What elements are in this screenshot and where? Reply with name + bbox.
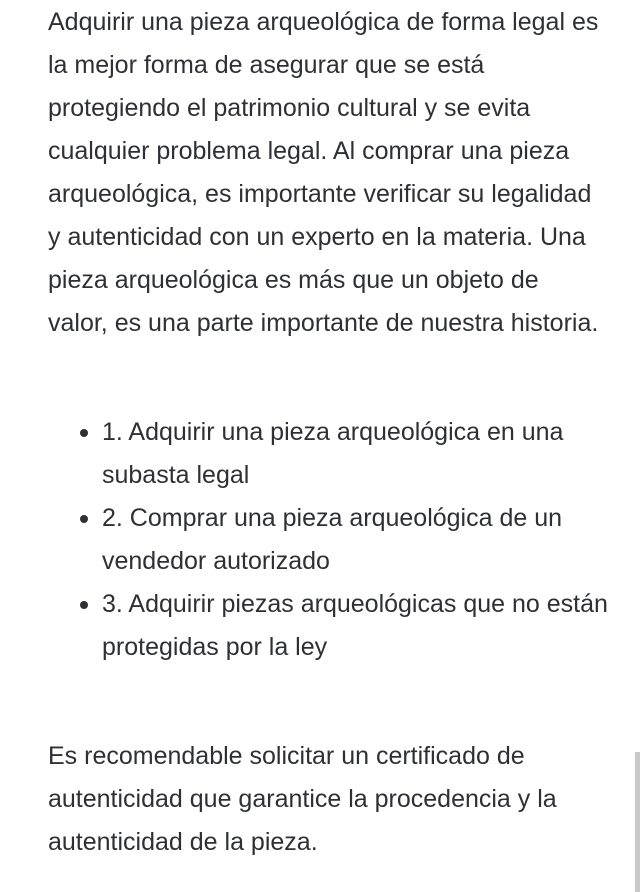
list-item <box>80 583 610 669</box>
closing-paragraph: Es recomendable solicitar un certificado de autenticidad que garantice la procedencia y la autenticidad de la pieza. <box>48 742 557 856</box>
bullet-icon <box>80 515 88 523</box>
bullet-icon <box>80 601 88 609</box>
list-item-text: 2. Comprar una pieza arqueológica de un vendedor autorizado <box>102 504 563 575</box>
list-item-text: 3. Adquirir piezas arqueológicas que no están protegidas por la ley <box>102 590 608 661</box>
list-item-text: 1. Adquirir una pieza arqueológica en una subasta legal <box>102 418 564 489</box>
list-item <box>80 497 610 583</box>
intro-paragraph: Adquirir una pieza arqueológica de forma legal es la mejor forma de asegurar que se está protegiendo el patrimonio cultural y se evita cualquier problema legal. Al comprar una pieza arqueológica, es importante verificar su legalidad y autenticidad con un experto en la materia. Una pieza arqueológica es más que un objeto de valor, es una parte importante de nuestra historia. <box>48 8 599 337</box>
scrollbar-thumb[interactable] <box>635 752 640 892</box>
list-item <box>80 411 610 497</box>
acquisition-options-list <box>80 411 610 669</box>
bullet-icon <box>80 429 88 437</box>
article-content <box>48 0 608 864</box>
